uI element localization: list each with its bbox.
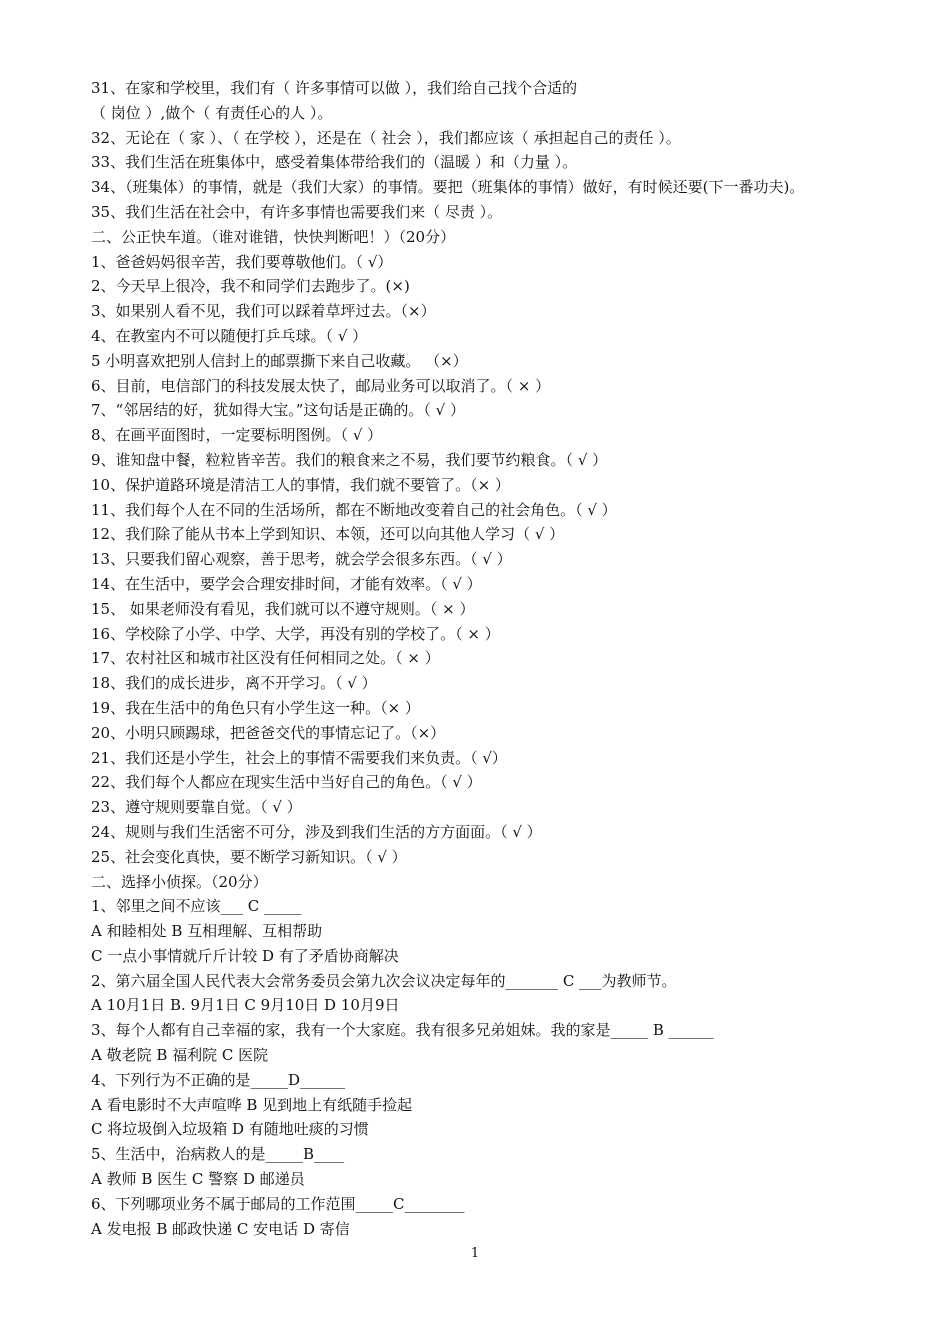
text-line: 16、学校除了小学、中学、大学，再没有别的学校了。（ × ） xyxy=(91,624,500,643)
text-line: C 一点小事情就斤斤计较 D 有了矛盾协商解决 xyxy=(91,946,399,965)
text-line: 10、保护道路环境是清洁工人的事情，我们就不要管了。（× ） xyxy=(91,475,510,494)
document-body xyxy=(91,76,891,1241)
text-line: 35、我们生活在社会中，有许多事情也需要我们来（ 尽责 ）。 xyxy=(91,202,503,221)
text-line: 19、我在生活中的角色只有小学生这一种。（× ） xyxy=(91,698,420,717)
text-line: 21、我们还是小学生，社会上的事情不需要我们来负责。（ √） xyxy=(91,748,507,767)
text-line: 5、生活中，治病救人的是_____B____ xyxy=(91,1145,345,1164)
text-line: 11、我们每个人在不同的生活场所，都在不断地改变着自己的社会角色。（ √ ） xyxy=(91,500,617,519)
text-line: 20、小明只顾踢球，把爸爸交代的事情忘记了。（×） xyxy=(91,723,446,742)
text-line: 1、邻里之间不应该___ C _____ xyxy=(91,897,302,916)
text-line: 3、每个人都有自己幸福的家，我有一个大家庭。我有很多兄弟姐妹。我的家是_____ B ______ xyxy=(91,1021,714,1040)
text-line: 9、谁知盘中餐，粒粒皆辛苦。我们的粮食来之不易，我们要节约粮食。（ √ ） xyxy=(91,450,608,469)
page-number: 1 xyxy=(470,1246,480,1261)
text-line: 3、如果别人看不见，我们可以踩着草坪过去。（×） xyxy=(91,302,436,321)
text-line: A 发电报 B 邮政快递 C 安电话 D 寄信 xyxy=(91,1219,350,1238)
text-line: A 和睦相处 B 互相理解、互相帮助 xyxy=(91,922,323,941)
text-line: 12、我们除了能从书本上学到知识、本领，还可以向其他人学习（ √ ） xyxy=(91,525,565,544)
text-line: 二、公正快车道。（谁对谁错，快快判断吧！）（20分） xyxy=(91,227,456,246)
text-line: 18、我们的成长进步，离不开学习。（ √ ） xyxy=(91,674,377,693)
text-line: 二、选择小侦探。（20分） xyxy=(91,872,268,891)
text-line: 2、今天早上很冷，我不和同学们去跑步了。(×) xyxy=(91,277,410,296)
text-line: 31、在家和学校里，我们有（ 许多事情可以做 ），我们给自己找个合适的 xyxy=(91,79,578,97)
text-line: 33、我们生活在班集体中，感受着集体带给我们的（温暖 ）和（力量 ）。 xyxy=(91,153,578,172)
text-line: （ 岗位 ）,做个（ 有责任心的人 ）。 xyxy=(91,103,333,122)
text-line: 15、 如果老师没有看见，我们就可以不遵守规则。（ × ） xyxy=(91,599,475,618)
text-line: A 教师 B 医生 C 警察 D 邮递员 xyxy=(91,1170,305,1189)
text-line: 24、规则与我们生活密不可分，涉及到我们生活的方方面面。（ √ ） xyxy=(91,822,542,841)
text-line: C 将垃圾倒入垃圾箱 D 有随地吐痰的习惯 xyxy=(91,1120,369,1139)
text-line: 34、（班集体）的事情，就是（我们大家）的事情。要把（班集体的事情）做好，有时候还要(下一番功夫)。 xyxy=(91,178,805,197)
text-line: 22、我们每个人都应在现实生活中当好自己的角色。（ √ ） xyxy=(91,773,482,792)
text-line: 14、在生活中，要学会合理安排时间，才能有效率。（ √ ） xyxy=(91,574,482,593)
text-line: 23、遵守规则要靠自觉。（ √ ） xyxy=(91,798,302,817)
text-line: A 10月1日 B. 9月1日 C 9月10日 D 10月9日 xyxy=(91,996,400,1015)
text-line: 4、在教室内不可以随便打乒乓球。（ √ ） xyxy=(91,326,368,345)
text-line: 8、在画平面图时，一定要标明图例。（ √ ） xyxy=(91,426,383,445)
text-line: 5 小明喜欢把别人信封上的邮票撕下来自己收藏。 （×） xyxy=(91,351,468,370)
text-line: 17、农村社区和城市社区没有任何相同之处。（ × ） xyxy=(91,649,440,668)
text-line: 4、下列行为不正确的是_____D______ xyxy=(91,1070,346,1089)
text-line: 6、下列哪项业务不属于邮局的工作范围_____C________ xyxy=(91,1194,465,1213)
text-line: 32、无论在（ 家 ）、（ 在学校 ），还是在（ 社会 ），我们都应该（ 承担起自己的责任 ）。 xyxy=(91,128,681,147)
text-line: 6、目前，电信部门的科技发展太快了，邮局业务可以取消了。（ × ） xyxy=(91,376,551,395)
text-line: 25、社会变化真快，要不断学习新知识。（ √ ） xyxy=(91,847,407,866)
text-line: 1、爸爸妈妈很辛苦，我们要尊敬他们。（ √） xyxy=(91,252,393,271)
text-line: A 看电影时不大声喧哗 B 见到地上有纸随手捡起 xyxy=(91,1095,413,1114)
text-line: 2、第六届全国人民代表大会常务委员会第九次会议决定每年的_______ C ___为教师节。 xyxy=(91,971,677,990)
text-line: 13、只要我们留心观察，善于思考，就会学会很多东西。（ √ ） xyxy=(91,550,512,569)
text-line: A 敬老院 B 福利院 C 医院 xyxy=(91,1046,269,1065)
text-line: 7、“邻居结的好，犹如得大宝。”这句话是正确的。（ √ ） xyxy=(91,401,465,420)
